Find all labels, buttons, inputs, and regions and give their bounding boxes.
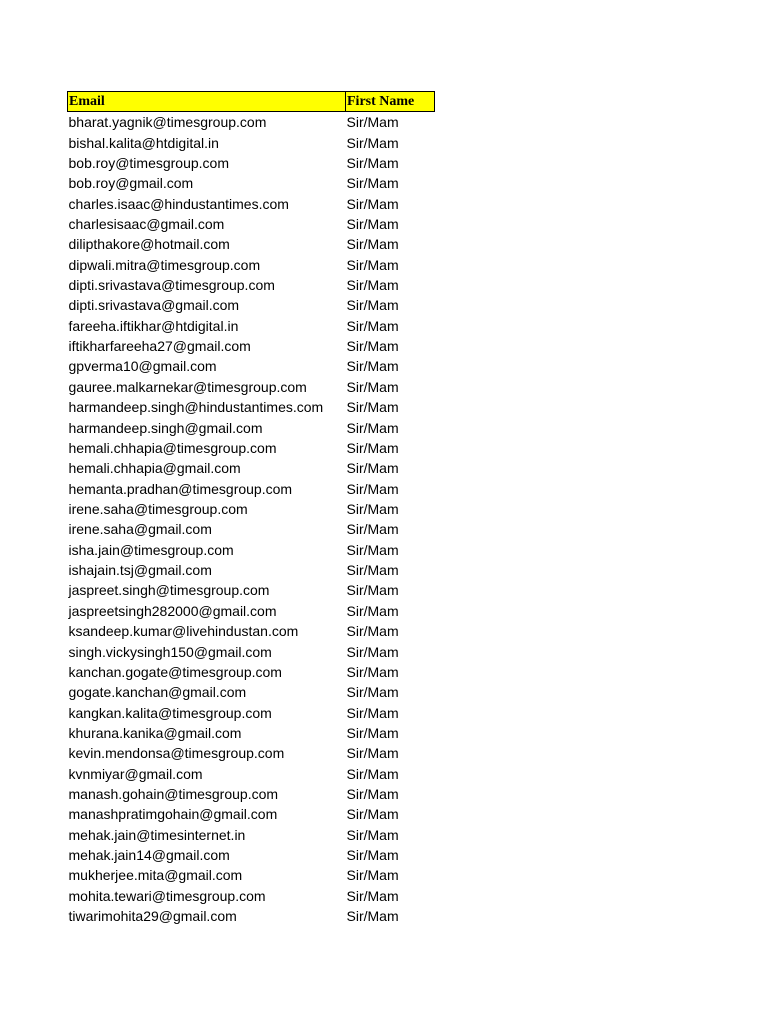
table-header (68, 92, 435, 112)
first-name-cell: Sir/Mam (346, 806, 399, 823)
email-cell: fareeha.iftikhar@htdigital.in (68, 317, 239, 334)
email-cell: kevin.mendonsa@timesgroup.com (68, 745, 285, 762)
email-cell: ishajain.tsj@gmail.com (68, 562, 212, 579)
first-name-cell: Sir/Mam (346, 154, 399, 171)
first-name-cell: Sir/Mam (346, 724, 399, 741)
email-cell: bob.roy@timesgroup.com (68, 154, 230, 171)
table-row (68, 886, 435, 906)
table-row (68, 499, 435, 519)
email-cell: bob.roy@gmail.com (68, 175, 194, 192)
email-cell: manash.gohain@timesgroup.com (68, 786, 279, 803)
first-name-cell: Sir/Mam (346, 847, 399, 864)
first-name-cell: Sir/Mam (346, 786, 399, 803)
first-name-cell: Sir/Mam (346, 317, 399, 334)
first-name-cell: Sir/Mam (346, 175, 399, 192)
table-row (68, 336, 435, 356)
email-cell: dilipthakore@hotmail.com (68, 236, 230, 253)
first-name-cell: Sir/Mam (346, 215, 399, 232)
email-cell: dipti.srivastava@gmail.com (68, 297, 240, 314)
first-name-cell: Sir/Mam (346, 602, 399, 619)
email-cell: hemali.chhapia@gmail.com (68, 460, 241, 477)
email-cell: hemanta.pradhan@timesgroup.com (68, 480, 293, 497)
first-name-cell: Sir/Mam (346, 826, 399, 843)
email-cell: kanchan.gogate@timesgroup.com (68, 663, 282, 680)
email-cell: jaspreet.singh@timesgroup.com (68, 582, 270, 599)
table-row (68, 641, 435, 661)
email-cell: ksandeep.kumar@livehindustan.com (68, 623, 299, 640)
email-cell: kangkan.kalita@timesgroup.com (68, 704, 272, 721)
table-row (68, 764, 435, 784)
first-name-cell: Sir/Mam (346, 256, 399, 273)
email-cell: dipwali.mitra@timesgroup.com (68, 256, 261, 273)
email-cell: kvnmiyar@gmail.com (68, 765, 203, 782)
table-row (68, 478, 435, 498)
email-cell: charlesisaac@gmail.com (68, 215, 225, 232)
table-row (68, 723, 435, 743)
first-name-cell: Sir/Mam (346, 134, 399, 151)
first-name-cell: Sir/Mam (346, 745, 399, 762)
table-row (68, 295, 435, 315)
first-name-cell: Sir/Mam (346, 358, 399, 375)
first-name-cell: Sir/Mam (346, 704, 399, 721)
email-cell: bishal.kalita@htdigital.in (68, 134, 219, 151)
email-cell: hemali.chhapia@timesgroup.com (68, 439, 277, 456)
table-row (68, 865, 435, 885)
first-name-cell: Sir/Mam (346, 867, 399, 884)
first-name-cell: Sir/Mam (346, 623, 399, 640)
contact-table (67, 91, 435, 926)
table-row (68, 845, 435, 865)
first-name-cell: Sir/Mam (346, 562, 399, 579)
table-row (68, 519, 435, 539)
table-row (68, 356, 435, 376)
table-row (68, 458, 435, 478)
first-name-cell: Sir/Mam (346, 541, 399, 558)
first-name-cell: Sir/Mam (346, 480, 399, 497)
first-name-cell: Sir/Mam (346, 684, 399, 701)
table-row (68, 560, 435, 580)
table-row (68, 702, 435, 722)
email-cell: gauree.malkarnekar@timesgroup.com (68, 378, 307, 395)
first-name-cell: Sir/Mam (346, 663, 399, 680)
table-body (68, 112, 435, 927)
email-cell: bharat.yagnik@timesgroup.com (68, 114, 267, 131)
table-row (68, 662, 435, 682)
table-row (68, 825, 435, 845)
table-row (68, 417, 435, 437)
email-column-header: Email (68, 92, 346, 112)
table-row (68, 438, 435, 458)
table-row (68, 580, 435, 600)
first-name-cell: Sir/Mam (346, 399, 399, 416)
first-name-cell: Sir/Mam (346, 114, 399, 131)
table-row (68, 234, 435, 254)
first-name-cell: Sir/Mam (346, 297, 399, 314)
email-cell: iftikharfareeha27@gmail.com (68, 338, 251, 355)
table-row (68, 397, 435, 417)
email-cell: singh.vickysingh150@gmail.com (68, 643, 272, 660)
table-row (68, 132, 435, 152)
email-cell: irene.saha@gmail.com (68, 521, 212, 538)
table-row (68, 621, 435, 641)
email-cell: gpverma10@gmail.com (68, 358, 217, 375)
first-name-cell: Sir/Mam (346, 582, 399, 599)
table-row (68, 804, 435, 824)
first-name-column-header: First Name (346, 92, 435, 112)
email-cell: isha.jain@timesgroup.com (68, 541, 234, 558)
email-cell: khurana.kanika@gmail.com (68, 724, 242, 741)
table-row (68, 275, 435, 295)
table-row (68, 193, 435, 213)
email-cell: harmandeep.singh@hindustantimes.com (68, 399, 324, 416)
email-cell: gogate.kanchan@gmail.com (68, 684, 247, 701)
email-cell: harmandeep.singh@gmail.com (68, 419, 263, 436)
first-name-cell: Sir/Mam (346, 195, 399, 212)
table-row (68, 316, 435, 336)
table-row (68, 743, 435, 763)
first-name-cell: Sir/Mam (346, 521, 399, 538)
email-cell: mohita.tewari@timesgroup.com (68, 887, 266, 904)
first-name-cell: Sir/Mam (346, 277, 399, 294)
table-row (68, 906, 435, 926)
email-cell: tiwarimohita29@gmail.com (68, 908, 237, 925)
email-cell: mehak.jain@timesinternet.in (68, 826, 246, 843)
header-row (68, 92, 435, 112)
table-row (68, 540, 435, 560)
table-row (68, 153, 435, 173)
table-row (68, 214, 435, 234)
email-cell: charles.isaac@hindustantimes.com (68, 195, 289, 212)
first-name-cell: Sir/Mam (346, 378, 399, 395)
table-row (68, 173, 435, 193)
email-cell: jaspreetsingh282000@gmail.com (68, 602, 277, 619)
table-row (68, 601, 435, 621)
email-cell: dipti.srivastava@timesgroup.com (68, 277, 275, 294)
first-name-cell: Sir/Mam (346, 908, 399, 925)
email-cell: irene.saha@timesgroup.com (68, 501, 248, 517)
email-cell: manashpratimgohain@gmail.com (68, 806, 278, 823)
table-row (68, 377, 435, 397)
first-name-cell: Sir/Mam (346, 338, 399, 355)
first-name-cell: Sir/Mam (346, 236, 399, 253)
email-cell: mukherjee.mita@gmail.com (68, 867, 243, 884)
table-row (68, 112, 435, 133)
table-row (68, 255, 435, 275)
email-cell: mehak.jain14@gmail.com (68, 847, 230, 864)
table-row (68, 784, 435, 804)
first-name-cell: Sir/Mam (346, 419, 399, 436)
first-name-cell: Sir/Mam (346, 887, 399, 904)
first-name-cell: Sir/Mam (346, 501, 399, 517)
first-name-cell: Sir/Mam (346, 439, 399, 456)
first-name-cell: Sir/Mam (346, 765, 399, 782)
table-row (68, 682, 435, 702)
first-name-cell: Sir/Mam (346, 460, 399, 477)
first-name-cell: Sir/Mam (346, 643, 399, 660)
